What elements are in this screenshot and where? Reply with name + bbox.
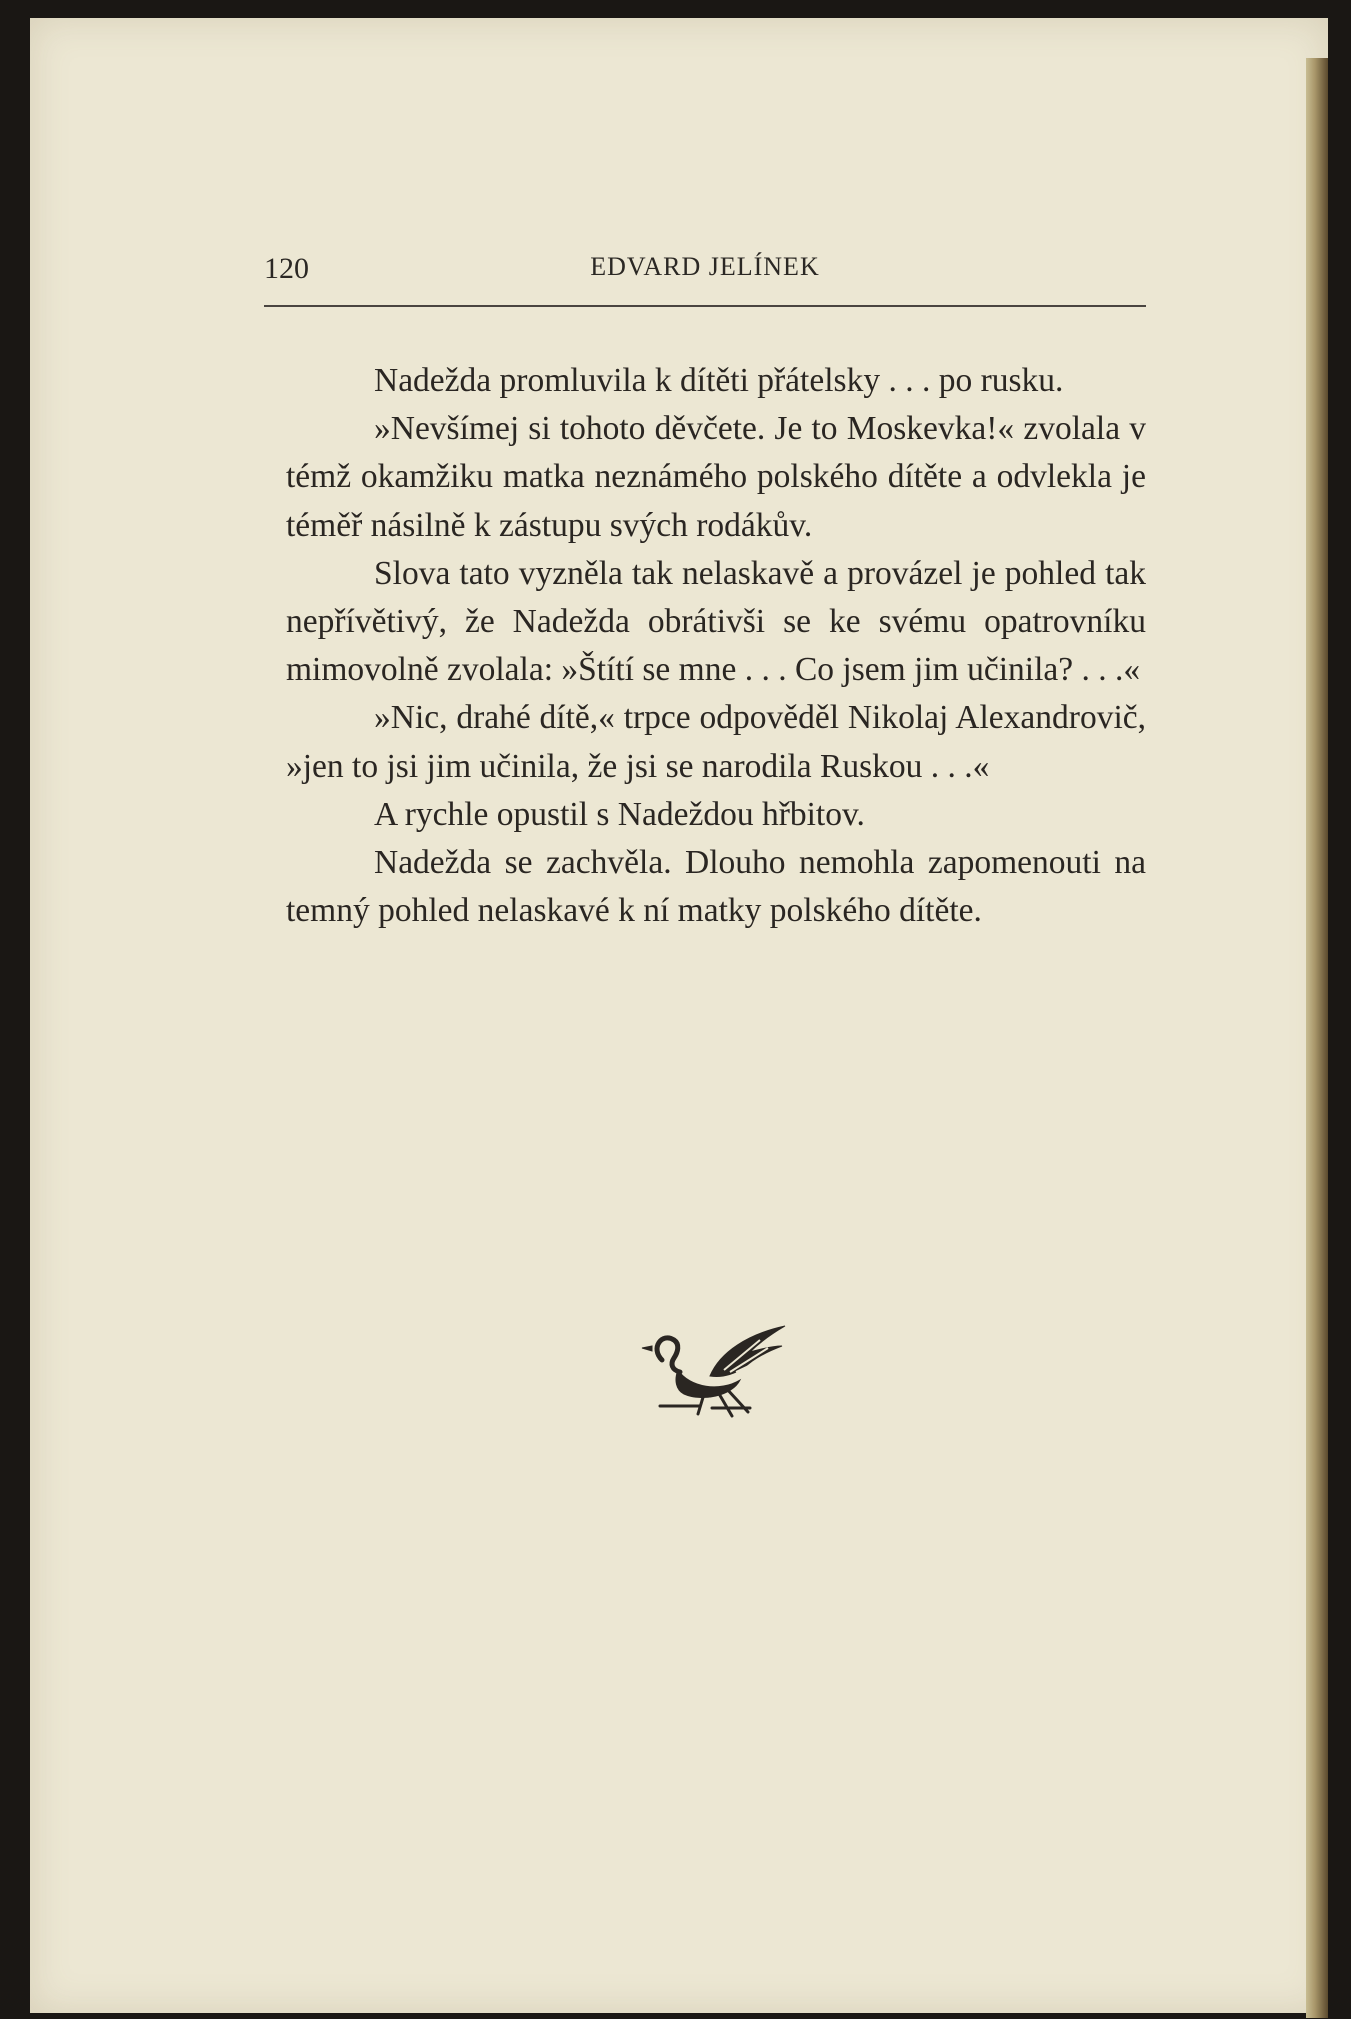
- paragraph: Slova tato vyzněla tak nelaskavě a provázel je pohled tak nepřívětivý, že Nadežda obrátivši se ke svému opatrovníku mimovolně zvolala: »Štítí se mne . . . Co jsem jim učinila? . . .«: [286, 554, 1146, 689]
- paragraph: »Nevšímej si tohoto děvčete. Je to Moskevka!« zvolala v témž okamžiku matka neznámého polského dítěte a odvlekla je téměř násilně k zástupu svých rodákův.: [286, 410, 1146, 544]
- page-number: 120: [264, 252, 309, 285]
- running-head: EDVARD JELÍNEK: [590, 252, 820, 281]
- paragraph: »Nic, drahé dítě,« trpce odpověděl Nikolaj Alexandrovič, »jen to jsi jim učinila, že jsi se narodila Ruskou . . .«: [286, 699, 1146, 785]
- body-text: [286, 357, 1146, 935]
- paragraph: Nadežda promluvila k dítěti přátelsky . . . po rusku.: [374, 362, 1064, 399]
- paragraph: A rychle opustil s Nadeždou hřbitov.: [374, 795, 865, 833]
- paragraph: Nadežda se zachvěla. Dlouho nemohla zapomenouti na temný pohled nelaskavé k ní matky polského dítěte.: [286, 844, 1146, 930]
- header-rule: [264, 305, 1146, 307]
- book-page: [30, 18, 1328, 2013]
- page-header: [264, 252, 1146, 300]
- swan-ornament-icon: [640, 1318, 790, 1418]
- page-edge: [1306, 58, 1328, 2018]
